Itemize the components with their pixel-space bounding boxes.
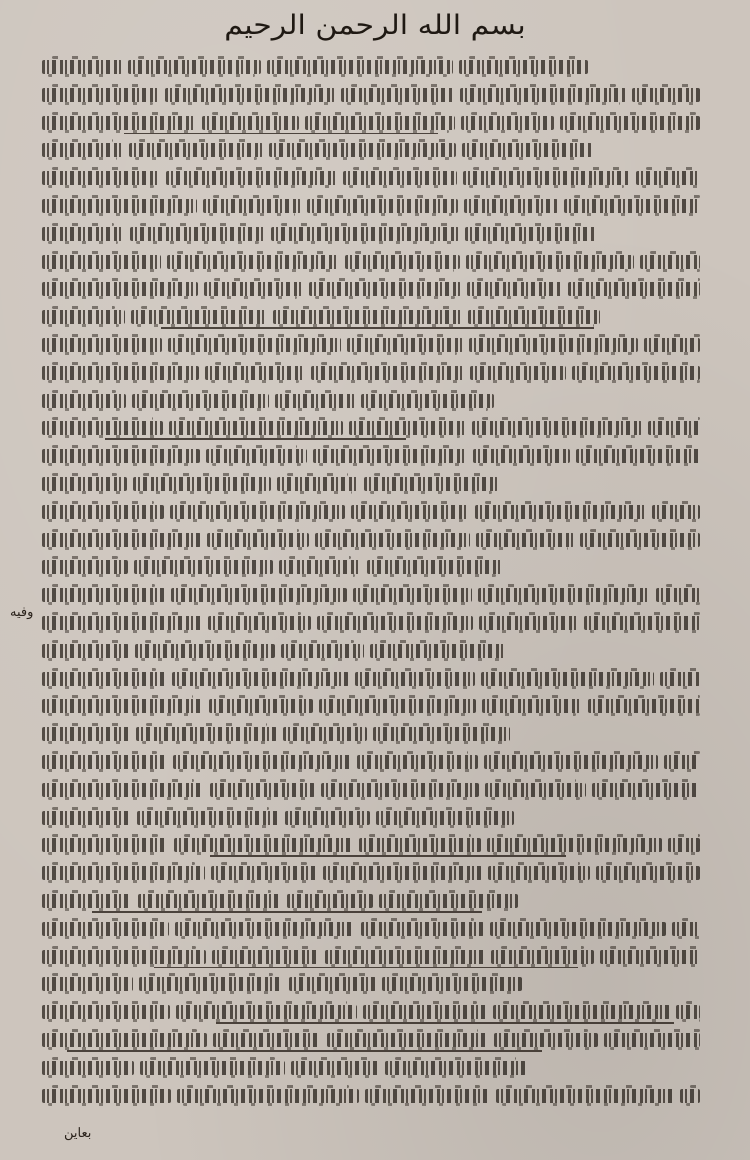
text-line (42, 80, 700, 108)
text-line (42, 858, 700, 886)
text-line (42, 997, 700, 1025)
text-line (42, 803, 700, 831)
text-line (42, 914, 700, 942)
text-line (42, 830, 700, 858)
text-line (42, 330, 700, 358)
text-line (42, 469, 700, 497)
text-line (42, 636, 700, 664)
basmala-heading: بسم الله الرحمن الرحيم (224, 9, 526, 42)
text-line (42, 163, 700, 191)
text-line (42, 413, 700, 441)
text-line (42, 1053, 700, 1081)
text-line (42, 358, 700, 386)
text-line (42, 247, 700, 275)
text-line (42, 386, 700, 414)
text-line (42, 719, 700, 747)
text-line (42, 274, 700, 302)
text-line (42, 135, 700, 163)
text-line (42, 219, 700, 247)
text-line (42, 191, 700, 219)
text-line (42, 525, 700, 553)
text-line (42, 497, 700, 525)
text-line (42, 969, 700, 997)
text-line (42, 942, 700, 970)
text-line (42, 441, 700, 469)
text-line (42, 886, 700, 914)
footer-note: بعاين (64, 1126, 92, 1141)
text-line (42, 1025, 700, 1053)
text-line (42, 608, 700, 636)
text-line (42, 747, 700, 775)
page-header (0, 8, 750, 48)
text-line (42, 52, 700, 80)
margin-note: وفيه (10, 605, 34, 620)
text-line (42, 552, 700, 580)
text-line (42, 775, 700, 803)
text-line (42, 1081, 700, 1109)
text-line (42, 302, 700, 330)
text-line (42, 664, 700, 692)
text-line (42, 108, 700, 136)
text-line (42, 691, 700, 719)
text-line (42, 580, 700, 608)
